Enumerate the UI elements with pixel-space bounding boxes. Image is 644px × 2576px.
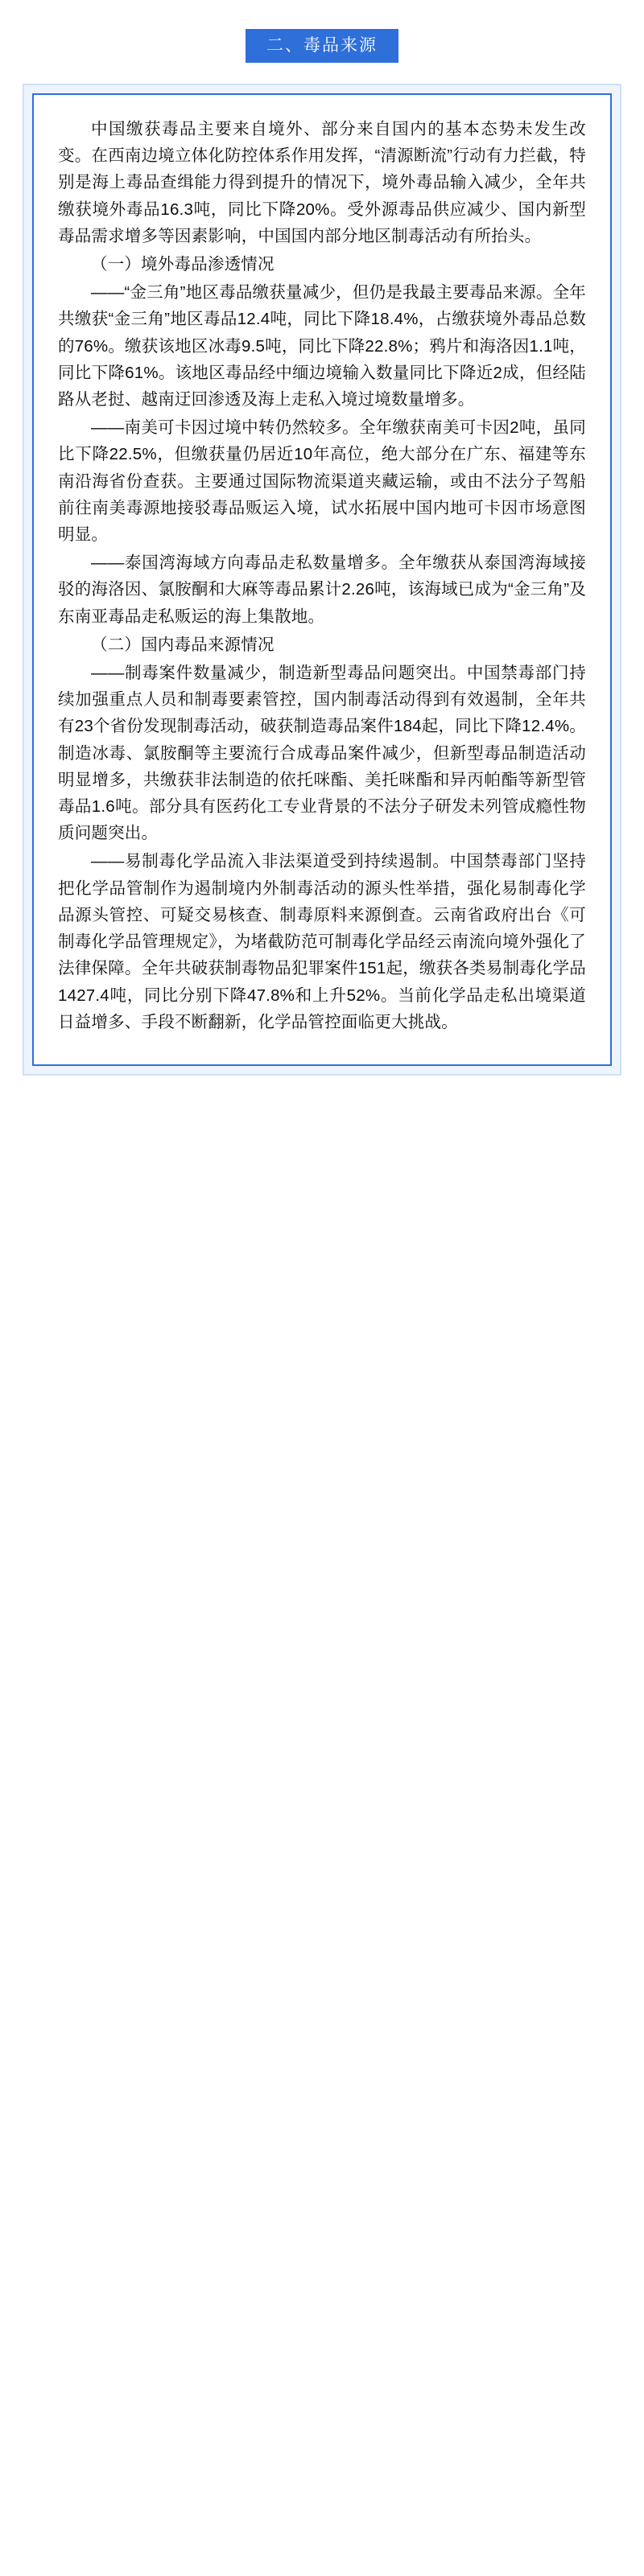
content-outer-frame [23,84,621,1076]
page-title: 二、毒品来源 [246,29,398,63]
section-heading-2: （二）国内毒品来源情况 [91,635,275,654]
content-inner-frame [32,93,612,1066]
paragraph: ——“金三角”地区毒品缴获量减少，但仍是我最主要毒品来源。全年共缴获“金三角”地区毒品12.4吨，同比下降18.4%，占缴获境外毒品总数的76%。缴获该地区冰毒9.5吨，同比下降22.8%；鸦片和海洛因1.1吨，同比下降61%。该地区毒品经中缅边境输入数量同比下降近2成，但经陆路从老挝、越南迂回渗透及海上走私入境过境数量增多。 [58,283,586,409]
paragraph: 中国缴获毒品主要来自境外、部分来自国内的基本态势未发生改变。在西南边境立体化防控体系作用发挥，“清源断流”行动有力拦截，特别是海上毒品查缉能力得到提升的情况下，境外毒品输入减少，全年共缴获境外毒品16.3吨，同比下降20%。受外源毒品供应减少、国内新型毒品需求增多等因素影响，中国国内部分地区制毒活动有所抬头。 [58,120,586,245]
paragraph: ——易制毒化学品流入非法渠道受到持续遏制。中国禁毒部门坚持把化学品管制作为遏制境内外制毒活动的源头性举措，强化易制毒化学品源头管控、可疑交易核查、制毒原料来源倒查。云南省政府出台《可制毒化学品管理规定》，为堵截防范可制毒化学品经云南流向境外强化了法律保障。全年共破获制毒物品犯罪案件151起，缴获各类易制毒化学品1427.4吨，同比分别下降47.8%和上升52%。当前化学品走私出境渠道日益增多、手段不断翻新，化学品管控面临更大挑战。 [58,852,586,1031]
section-heading-1: （一）境外毒品渗透情况 [91,255,275,274]
paragraph: ——南美可卡因过境中转仍然较多。全年缴获南美可卡因2吨，虽同比下降22.5%，但缴获量仍居近10年高位，绝大部分在广东、福建等东南沿海省份查获。主要通过国际物流渠道夹藏运输，或由不法分子驾船前往南美毒源地接驳毒品贩运入境，试水拓展中国内地可卡因市场意图明显。 [58,418,586,545]
paragraph: ——制毒案件数量减少，制造新型毒品问题突出。中国禁毒部门持续加强重点人员和制毒要素管控，国内制毒活动得到有效遏制，全年共有23个省份发现制毒活动，破获制造毒品案件184起，同比下降12.4%。制造冰毒、氯胺酮等主要流行合成毒品案件减少，但新型毒品制造活动明显增多，共缴获非法制造的依托咪酯、美托咪酯和异丙帕酯等新型管毒品1.6吨。部分具有医药化工专业背景的不法分子研发未列管成瘾性物质问题突出。 [58,664,586,843]
page-title-container [0,0,644,84]
paragraph: ——泰国湾海域方向毒品走私数量增多。全年缴获从泰国湾海域接驳的海洛因、氯胺酮和大麻等毒品累计2.26吨，该海域已成为“金三角”及东南亚毒品走私贩运的海上集散地。 [58,553,586,626]
